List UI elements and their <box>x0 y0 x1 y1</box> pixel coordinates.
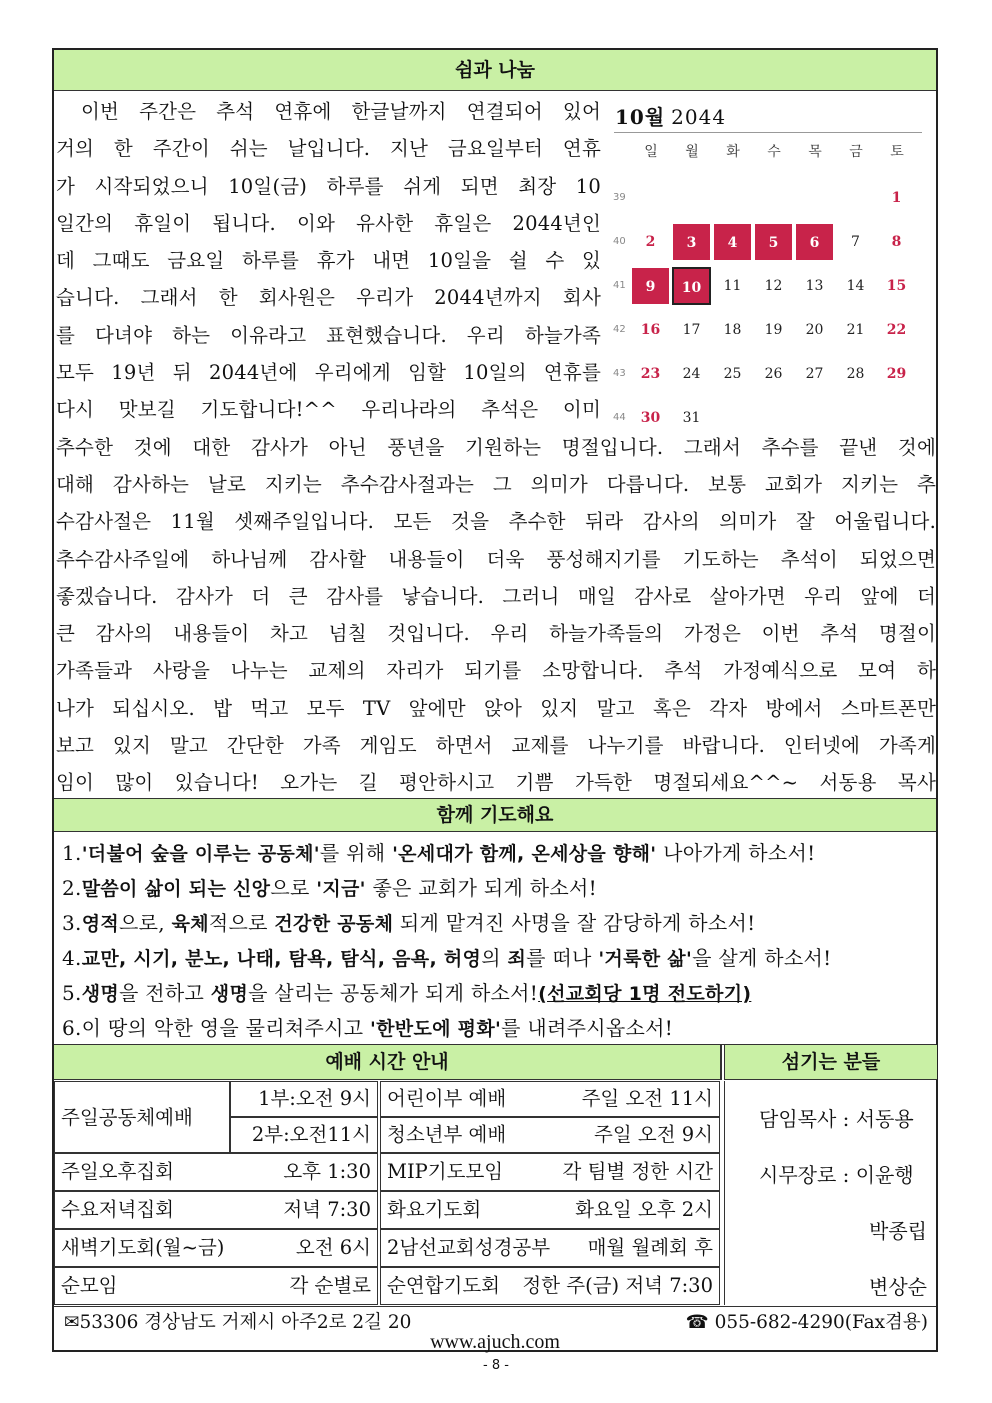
essay-line: 일간의 휴일이 됩니다. 이와 유사한 휴일은 2044년인 <box>56 211 601 235</box>
prayer-text: 를 위해 <box>319 841 393 865</box>
footer <box>54 1306 936 1353</box>
prayer-text: 적으로 <box>208 911 275 935</box>
prayer-item <box>62 871 932 906</box>
calendar-day: 12 <box>764 278 783 294</box>
prayer-title: 함께 기도해요 <box>54 798 936 832</box>
essay-line: 를 다녀야 하는 이유라고 표현했습니다. 우리 하늘가족 <box>56 323 601 347</box>
calendar-weekday: 수 <box>767 144 781 160</box>
schedule-row <box>54 1153 378 1191</box>
prayer-text: 을 살리는 공동체가 되게 하소서! <box>248 981 539 1005</box>
essay-line: 추수감사주일에 하나님께 감사할 내용들이 더욱 풍성해지기를 기도하는 추석이 되었으면 <box>56 547 936 571</box>
server-elder-2: 박종립 <box>869 1219 927 1243</box>
calendar-week-number: 42 <box>613 324 626 335</box>
schedule-name: 순모임 <box>61 1274 118 1297</box>
calendar-day: 27 <box>805 366 824 382</box>
calendar-week-number: 40 <box>613 236 626 247</box>
calendar-rule <box>614 132 922 133</box>
schedule-name: 순연합기도회 <box>387 1274 501 1297</box>
schedule-time: 오전 6시 <box>295 1236 371 1259</box>
calendar-day: 5 <box>754 223 793 261</box>
schedule-name: 2남선교회성경공부 <box>387 1236 551 1259</box>
prayer-text: 나아가게 하소서! <box>656 841 816 865</box>
prayer-text: 2. <box>62 876 82 900</box>
calendar-day: 13 <box>805 278 824 294</box>
calendar-day: 28 <box>846 366 865 382</box>
calendar-weekday: 화 <box>726 144 740 160</box>
schedule-time: 오후 1:30 <box>283 1160 371 1183</box>
schedule-time: 각 순별로 <box>289 1274 371 1297</box>
prayer-item <box>62 836 932 871</box>
schedule-row <box>380 1081 720 1117</box>
essay-line: 거의 한 주간이 쉬는 날입니다. 지난 금요일부터 연휴 <box>56 137 601 161</box>
sunday-service-2: 2부:오전11시 <box>230 1117 378 1153</box>
prayer-text: 좋은 교회가 되게 하소서! <box>365 876 597 900</box>
prayer-text: 3. <box>62 911 82 935</box>
schedule-time: 주일 오전 9시 <box>594 1123 713 1146</box>
essay-line: 가 시작되었으니 10일(금) 하루를 쉬게 되면 최장 10 <box>56 174 601 198</box>
calendar-day: 25 <box>723 366 742 382</box>
schedule-row <box>380 1267 720 1305</box>
schedule-time: 매월 월례회 후 <box>587 1236 713 1259</box>
sunday-service-label: 주일공동체예배 <box>54 1081 230 1153</box>
schedule-row <box>380 1229 720 1267</box>
calendar-day: 26 <box>764 366 783 382</box>
essay-line: 모두 19년 뒤 2044년에 우리에게 임할 10일의 연휴를 <box>56 361 601 385</box>
prayer-text: 으로 <box>270 876 317 900</box>
essay-line: 보고 있지 말고 간단한 가족 게임도 하면서 교제를 나누기를 바랍니다. 인터넷에 가족게 <box>56 734 936 758</box>
website-link[interactable]: www.ajuch.com <box>430 1331 560 1353</box>
schedule-time: 정한 주(금) 저녁 7:30 <box>522 1274 713 1297</box>
prayer-text: (선교회당 1명 전도하기) <box>538 983 752 1005</box>
calendar-week-number: 39 <box>613 192 626 203</box>
calendar-week-number: 41 <box>613 280 626 291</box>
prayer-text: 을 살게 하소서! <box>692 946 832 970</box>
essay-line: 나가 되십시오. 밥 먹고 모두 TV 앞에만 앉아 있지 말고 혹은 각자 방에서 스마트폰만 <box>56 696 936 720</box>
calendar-day: 22 <box>886 322 907 338</box>
essay-line: 추수한 것에 대한 감사가 아닌 풍년을 기원하는 명절입니다. 그래서 추수를 끝낸 것에 <box>56 435 936 459</box>
calendar-title <box>615 101 726 130</box>
schedule-name: 수요저녁집회 <box>61 1198 175 1221</box>
calendar-day: 19 <box>764 322 783 338</box>
schedule-name: 청소년부 예배 <box>387 1123 507 1146</box>
calendar-day: 6 <box>795 223 834 261</box>
calendar <box>609 95 934 435</box>
prayer-text: '더불어 숲을 이루는 공동체' <box>81 843 320 865</box>
prayer-text: 교만, 시기, 분노, 나태, 탐욕, 탐식, 음욕, 허영 <box>81 948 482 970</box>
essay-line: 습니다. 그래서 한 회사원은 우리가 2044년까지 회사 <box>56 286 601 310</box>
calendar-day: 2 <box>645 234 656 250</box>
schedule-row <box>380 1191 720 1229</box>
mail-icon: ✉ <box>64 1312 80 1333</box>
page-number: - 8 - <box>483 1358 509 1373</box>
calendar-year: 2044 <box>671 105 727 129</box>
calendar-week-number: 44 <box>613 412 626 423</box>
schedule-title: 예배 시간 안내 <box>54 1045 722 1080</box>
prayer-item <box>62 941 932 976</box>
prayer-text: 6.이 땅의 악한 영을 물리쳐주시고 <box>62 1016 371 1040</box>
calendar-day: 31 <box>682 410 701 426</box>
schedule-time: 저녁 7:30 <box>283 1198 371 1221</box>
prayer-text: 을 전하고 <box>119 981 211 1005</box>
essay-line: 수감사절은 11월 셋째주일입니다. 모든 것을 추수한 뒤라 감사의 의미가 잘 어울립니다. <box>56 510 936 534</box>
servers-title: 섬기는 분들 <box>724 1045 937 1080</box>
prayer-text: 1. <box>62 841 82 865</box>
essay-line: 데 그때도 금요일 하루를 휴가 내면 10일을 쉴 수 있 <box>56 249 601 273</box>
schedule-row <box>54 1191 378 1229</box>
calendar-day: 9 <box>631 267 670 305</box>
calendar-weekday: 금 <box>849 144 863 160</box>
prayer-text: '거룩한 삶' <box>598 948 693 970</box>
calendar-day: 7 <box>851 234 860 250</box>
address-text: 53306 경상남도 거제시 아주2로 2길 20 <box>79 1312 412 1333</box>
calendar-day: 21 <box>846 322 865 338</box>
calendar-day: 16 <box>640 322 661 338</box>
server-elder-3: 변상순 <box>869 1275 927 1299</box>
schedule-time: 각 팀별 정한 시간 <box>562 1160 713 1183</box>
calendar-day: 3 <box>672 223 711 261</box>
prayer-text: '한반도에 평화' <box>370 1018 502 1040</box>
calendar-day: 30 <box>640 410 661 426</box>
phone-icon: ☎ <box>685 1312 715 1333</box>
calendar-week-number: 43 <box>613 368 626 379</box>
essay-line: 큰 감사의 내용들이 차고 넘칠 것입니다. 우리 하늘가족들의 가정은 이번 추석 명절이 <box>56 622 936 646</box>
calendar-weekday: 월 <box>685 144 699 160</box>
prayer-item <box>62 906 932 941</box>
phone-text: 055-682-4290(Fax겸용) <box>714 1312 928 1333</box>
prayer-text: 의 <box>481 946 508 970</box>
prayer-text: 육체 <box>171 913 209 935</box>
prayer-text: 생명 <box>210 983 249 1005</box>
calendar-day: 29 <box>886 366 907 382</box>
calendar-month: 10월 <box>615 105 666 129</box>
prayer-text: 생명 <box>81 983 119 1005</box>
prayer-text: 를 떠나 <box>526 946 599 970</box>
prayer-item <box>62 976 932 1011</box>
prayer-text: 으로, <box>119 911 172 935</box>
calendar-day: 14 <box>846 278 865 294</box>
essay-line: 좋겠습니다. 감사가 더 큰 감사를 낳습니다. 그러니 매일 감사로 살아가면 우리 앞에 더 <box>56 584 936 608</box>
calendar-weekday: 일 <box>644 144 658 160</box>
calendar-weekday: 토 <box>890 144 904 160</box>
server-pastor: 담임목사 : 서동용 <box>759 1107 914 1131</box>
prayer-item <box>62 1011 932 1046</box>
bulletin-frame <box>52 48 938 1352</box>
schedule-row <box>54 1229 378 1267</box>
schedule-time: 주일 오전 11시 <box>581 1087 713 1110</box>
calendar-day: 11 <box>723 278 742 294</box>
calendar-day: 23 <box>640 366 661 382</box>
calendar-day: 24 <box>682 366 701 382</box>
prayer-text: 되게 맡겨진 사명을 잘 감당하게 하소서! <box>393 911 756 935</box>
essay-title: 쉼과 나눔 <box>54 50 936 91</box>
schedule-row <box>380 1153 720 1191</box>
prayer-text: 건강한 공동체 <box>274 913 394 935</box>
essay-line: 이번 주간은 추석 연휴에 한글날까지 연결되어 있어 <box>81 100 601 123</box>
calendar-weekday: 목 <box>808 144 822 160</box>
schedule-name: 새벽기도회(월~금) <box>61 1236 225 1259</box>
calendar-day: 17 <box>682 322 701 338</box>
essay-line: 가족들과 사랑을 나누는 교제의 자리가 되기를 소망합니다. 추석 가정예식으로 모여 하 <box>56 659 936 683</box>
calendar-day: 1 <box>891 190 902 206</box>
prayer-text: 4. <box>62 946 82 970</box>
prayer-text: 죄 <box>507 948 527 970</box>
prayer-list <box>62 836 932 1046</box>
essay-line: 다시 맛보길 기도합니다!^^ 우리나라의 추석은 이미 <box>56 398 601 422</box>
schedule-row <box>380 1117 720 1153</box>
prayer-text: 를 내려주시옵소서! <box>501 1016 674 1040</box>
calendar-day: 8 <box>891 234 902 250</box>
schedule-name: 주일오후집회 <box>61 1160 175 1183</box>
prayer-text: 5. <box>62 981 82 1005</box>
sunday-service-1: 1부:오전 9시 <box>230 1081 378 1117</box>
schedule-name: 화요기도회 <box>387 1198 482 1221</box>
schedule-name: 어린이부 예배 <box>387 1087 507 1110</box>
server-elder: 시무장로 : 이윤행 <box>759 1163 914 1187</box>
servers-list <box>724 1081 937 1305</box>
calendar-day: 20 <box>805 322 824 338</box>
calendar-day: 18 <box>723 322 742 338</box>
prayer-text: '온세대가 함께, 온세상을 향해' <box>392 843 657 865</box>
essay-line: 임이 많이 있습니다! 오가는 길 평안하시고 기쁨 가득한 명절되세요^^~ 서동용 목사 <box>56 771 936 795</box>
calendar-day: 4 <box>713 223 752 261</box>
schedule-time: 화요일 오후 2시 <box>575 1198 713 1221</box>
schedule-name: MIP기도모임 <box>387 1160 504 1183</box>
schedule-section <box>54 1044 936 1307</box>
calendar-day: 15 <box>886 278 907 294</box>
schedule-row <box>54 1267 378 1305</box>
prayer-text: 말씀이 삶이 되는 신앙 <box>81 878 271 900</box>
essay-line: 대해 감사하는 날로 지키는 추수감사절과는 그 의미가 다릅니다. 보통 교회가 지키는 추 <box>56 472 936 496</box>
prayer-text: 영적 <box>81 913 119 935</box>
prayer-text: '지금' <box>316 878 366 900</box>
calendar-day: 10 <box>672 267 711 305</box>
